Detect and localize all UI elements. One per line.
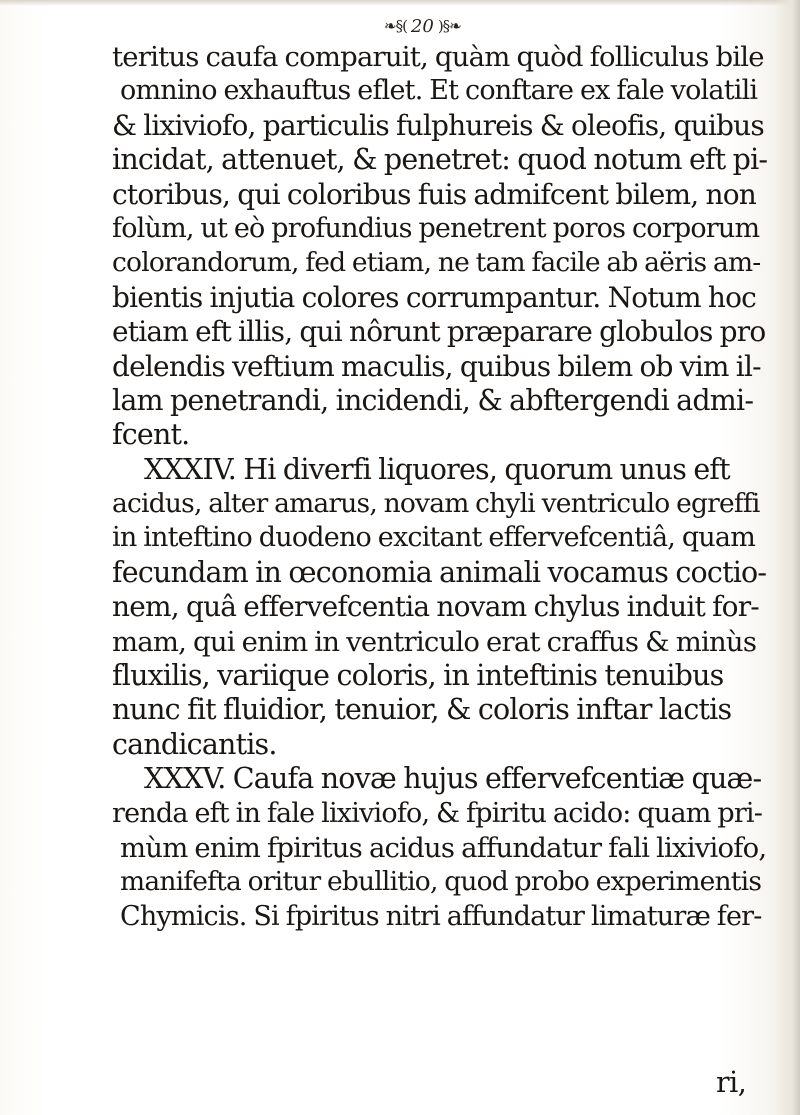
section-heading-line: XXXIV. Hi diverfi liquores, quorum unus eft <box>144 452 730 486</box>
text-line: manifefta oritur ebullitio, quod probo experimentis <box>120 866 762 898</box>
text-line: nunc fit fluidior, tenuior, & coloris inftar lactis <box>112 693 732 727</box>
text-line: delendis veftium maculis, quibus bilem ob vim il- <box>112 349 761 383</box>
text-line: folùm, ut eò profundius penetrent poros corporum <box>112 212 760 244</box>
text-line: fcent. <box>112 418 190 452</box>
text-line: in inteftino duodeno excitant effervefcentiâ, quam <box>112 522 755 554</box>
text-line: renda eft in fale lixiviofo, & fpiritu acido: quam pri- <box>112 797 763 829</box>
text-line: nem, quâ effervefcentia novam chylus induit for- <box>112 590 759 624</box>
text-line: etiam eft illis, qui nôrunt præparare globulos pro <box>112 315 766 349</box>
text-line: bientis injutia colores corrumpantur. Notum hoc <box>112 280 757 314</box>
text-line: colorandorum, fed etiam, ne tam facile ab aëris am- <box>112 247 761 279</box>
text-line: & lixiviofo, particulis fulphureis & oleofis, quibus <box>112 108 764 142</box>
text-line: lam penetrandi, incidendi, & abftergendi admi- <box>112 383 754 417</box>
text-line: mùm enim fpiritus acidus affundatur fali lixiviofo, <box>120 831 767 864</box>
text-line: incidat, attenuet, & penetret: quod notum eft pi- <box>112 143 768 177</box>
section-heading-line: XXXV. Caufa novæ hujus effervefcentiæ quæ- <box>144 762 762 796</box>
header-ornament-right: )§❧ <box>437 17 461 35</box>
text-line: omnino exhauftus eflet. Et conftare ex fale volatili <box>120 75 758 107</box>
header-ornament-left: ❧§( <box>384 17 407 35</box>
text-line: Chymicis. Si fpiritus nitri affundatur limaturæ fer- <box>120 900 762 932</box>
text-line: acidus, alter amarus, novam chyli ventriculo egreffi <box>112 488 760 520</box>
text-line: candicantis. <box>112 727 277 761</box>
text-line: fluxilis, variique coloris, in inteftinis tenuibus <box>112 659 724 693</box>
catchword: ri, <box>716 1066 747 1099</box>
running-header <box>384 12 461 40</box>
text-line: teritus caufa comparuit, quàm quòd folliculus bile <box>112 41 764 73</box>
text-line: fecundam in œconomia animali vocamus coctio- <box>112 555 767 589</box>
text-line: ctoribus, qui coloribus fuis admifcent bilem, non <box>112 177 757 211</box>
text-line: mam, qui enim in ventriculo erat craffus & minùs <box>112 625 757 658</box>
body-text <box>112 40 767 934</box>
page-number: 20 <box>410 15 434 37</box>
